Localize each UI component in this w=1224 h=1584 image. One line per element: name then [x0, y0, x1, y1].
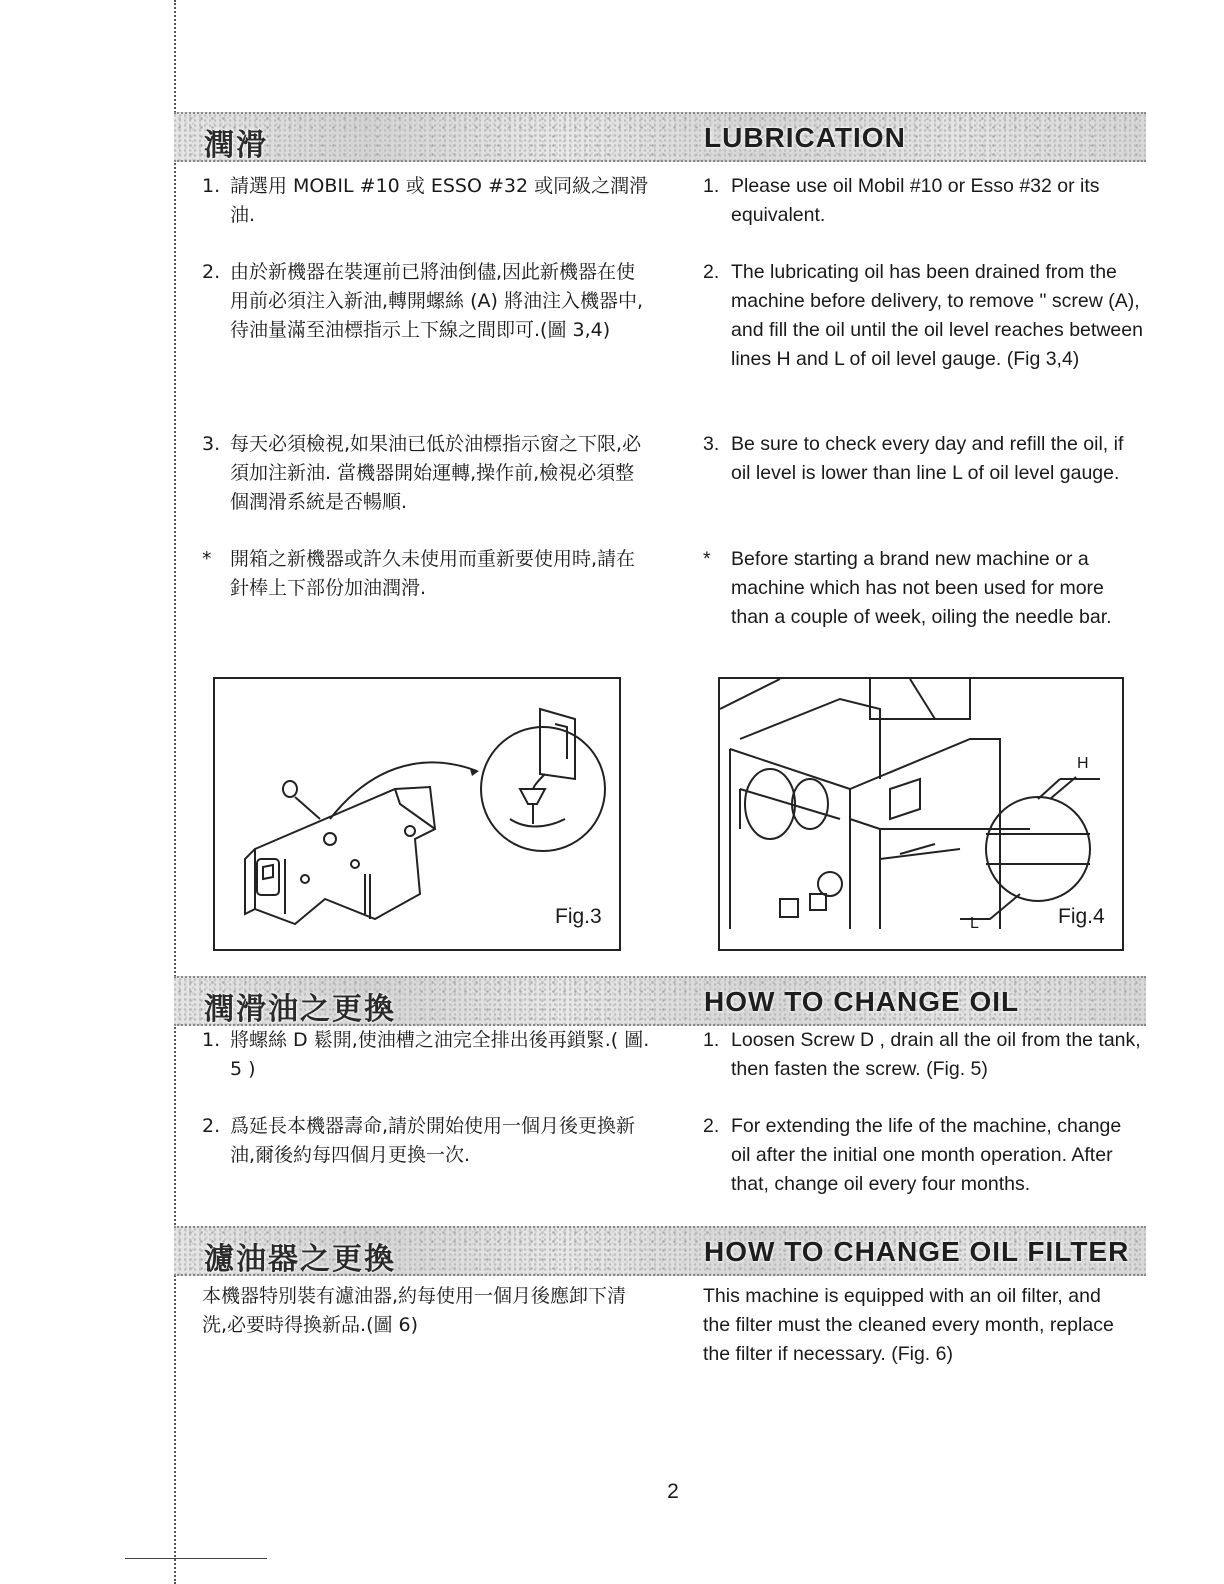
section-title-en: HOW TO CHANGE OIL [704, 986, 1020, 1017]
section-title-en: LUBRICATION [704, 122, 906, 153]
lubrication-en-note: * Before starting a brand new machine or a machine which has not been used for more than a couple of week, oiling the needle bar. [703, 548, 1112, 628]
footer-rule [125, 1558, 267, 1559]
change-filter-zh-text: 本機器特別裝有濾油器,約每使用一個月後應卸下清洗,必要時得換新品.(圖 6) [202, 1285, 627, 1336]
change-oil-zh-item-1: 1. 將螺絲 D 鬆開,使油槽之油完全排出後再鎖緊.( 圖. 5 ) [202, 1029, 650, 1080]
lubrication-zh-item-3: 3. 每天必須檢視,如果油已低於油標指示窗之下限,必須加注新油. 當機器開始運轉,操作前,檢視必須整個潤滑系統是否暢順. [202, 433, 642, 513]
gauge-line-l-label: L [970, 915, 979, 932]
section-title-zh: 濾油器之更換 [204, 1242, 396, 1276]
figure-4-oil-gauge [718, 677, 1124, 951]
figure-3-label: Fig.3 [555, 905, 602, 928]
section-header-change-filter [174, 1226, 1146, 1276]
section-title-zh: 潤滑油之更換 [204, 992, 396, 1026]
lubrication-en-item-2: 2. The lubricating oil has been drained from the machine before delivery, to remove " screw (A), and fill the oil until the oil level reaches between lines H and L of oil level gauge. (Fig 3,4) [703, 261, 1143, 370]
lubrication-en-item-3: 3. Be sure to check every day and refill the oil, if oil level is lower than line L of oil level gauge. [703, 433, 1124, 484]
change-oil-zh-item-2: 2. 爲延長本機器壽命,請於開始使用一個月後更換新油,爾後約每四個月更換一次. [202, 1115, 636, 1166]
figure-3-sewing-machine [213, 677, 621, 951]
section-header-change-oil [174, 976, 1146, 1026]
change-oil-en-item-2: 2. For extending the life of the machine, change oil after the initial one month operation. After that, change oil every four months. [703, 1115, 1122, 1195]
figure-4-label: Fig.4 [1058, 905, 1105, 928]
change-filter-en-text: This machine is equipped with an oil filter, and the filter must the cleaned every month, replace the filter if necessary. (Fig. 6) [703, 1285, 1114, 1365]
lubrication-zh-item-2: 2. 由於新機器在裝運前已將油倒儘,因此新機器在使用前必須注入新油,轉開螺絲 (A) 將油注入機器中,待油量滿至油標指示上下線之間即可.(圖 3,4) [202, 261, 643, 341]
lubrication-en-item-1: 1. Please use oil Mobil #10 or Esso #32 or its equivalent. [703, 175, 1100, 226]
gauge-line-h-label: H [1077, 755, 1089, 772]
lubrication-zh-note: * 開箱之新機器或許久未使用而重新要使用時,請在針棒上下部份加油潤滑. [202, 548, 636, 599]
lubrication-zh-item-1: 1. 請選用 MOBIL #10 或 ESSO #32 或同級之潤滑油. [202, 175, 649, 226]
section-header-lubrication [174, 112, 1146, 162]
binding-margin-line [174, 0, 176, 1584]
page-number: 2 [667, 1480, 679, 1503]
section-title-zh: 潤滑 [204, 128, 268, 162]
section-title-en: HOW TO CHANGE OIL FILTER [704, 1236, 1130, 1267]
change-oil-en-item-1: 1. Loosen Screw D , drain all the oil from the tank, then fasten the screw. (Fig. 5) [703, 1029, 1141, 1080]
